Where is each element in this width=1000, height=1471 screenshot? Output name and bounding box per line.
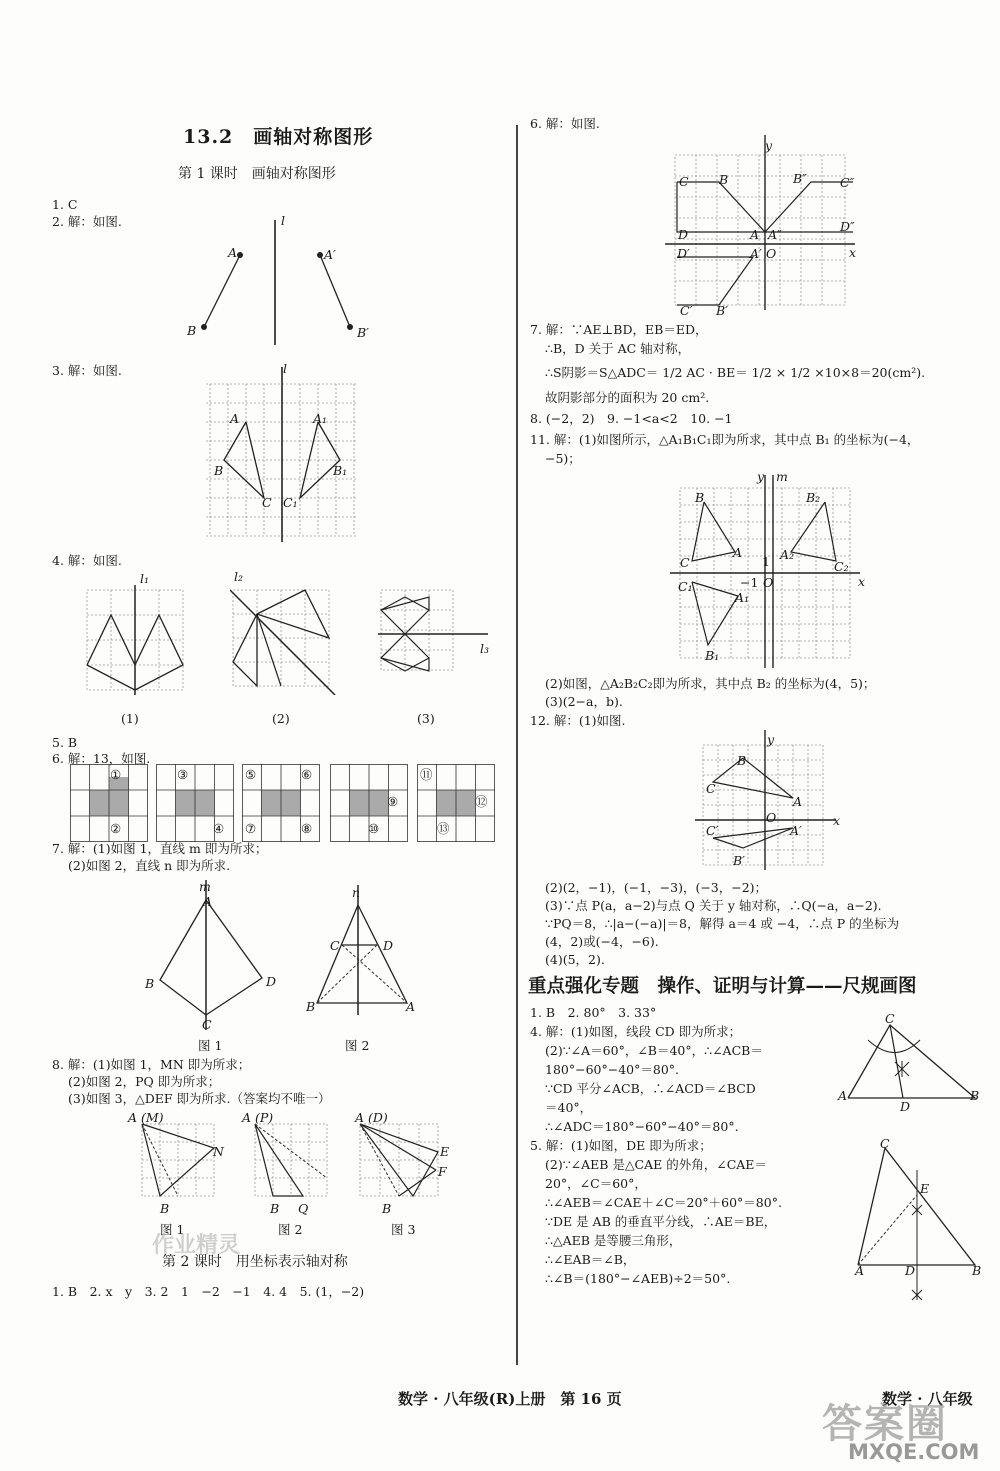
r-q11-label-a1: A₁ bbox=[735, 590, 750, 605]
r-q12-label-c: C bbox=[706, 781, 716, 796]
sp-line-10: 20°，∠C＝60°， bbox=[545, 1176, 647, 1191]
q3-label-a1: A₁ bbox=[313, 411, 328, 426]
sp-line-13: ∴△AEB 是等腰三角形， bbox=[545, 1233, 682, 1248]
q6-num-6: ⑥ bbox=[301, 767, 313, 782]
sp-line-15: ∴∠B＝(180°−∠AEB)÷2＝50°. bbox=[545, 1271, 731, 1286]
q8-label-b1: B bbox=[160, 1201, 170, 1216]
q2-label-b: B bbox=[187, 323, 197, 338]
q7-label-b: B bbox=[145, 976, 155, 991]
page-footer: 数学 · 八年级(R)上册 第 16 页 bbox=[398, 1390, 622, 1408]
q4-caption-2: (2) bbox=[272, 711, 290, 726]
q7-label-c2: C bbox=[330, 938, 340, 953]
q4-figure-2 bbox=[230, 580, 340, 695]
r-q12-line-5: (4，2)或(−4，−6). bbox=[545, 934, 659, 949]
q6-num-5: ⑤ bbox=[245, 767, 257, 782]
sp-line-8: 5. 解：(1)如图，DE 即为所求； bbox=[530, 1138, 712, 1153]
q2-label-a: A bbox=[228, 245, 238, 260]
q3-label-b1: B₁ bbox=[333, 463, 348, 478]
r-q6-label-app: A″ bbox=[768, 227, 782, 242]
r-q12-line-4: ∵PQ＝8，∴|a−(−a)|＝8，解得 a＝4 或 −4，∴点 P 的坐标为 bbox=[545, 916, 900, 931]
sp-line-14: ∴∠EAB＝∠B， bbox=[545, 1252, 636, 1267]
q8-label-n: N bbox=[213, 1144, 224, 1159]
r-q11-line-2: −5)； bbox=[545, 451, 581, 466]
q2-label-bp: B′ bbox=[357, 325, 370, 340]
q8-figure-2 bbox=[253, 1122, 338, 1202]
special-topic-title: 重点强化专题 操作、证明与计算——尺规画图 bbox=[528, 976, 917, 997]
r-q6-answer: 6. 解：如图. bbox=[530, 116, 600, 131]
q8-line-2: (2)如图 2，PQ 即为所求； bbox=[68, 1074, 221, 1089]
q7-line-1: 7. 解：(1)如图 1，直线 m 即为所求； bbox=[52, 841, 268, 856]
q6-num-2: ② bbox=[110, 821, 122, 836]
r-q11-label-c2: C₂ bbox=[834, 559, 849, 574]
section-title: 13.2 画轴对称图形 bbox=[183, 126, 374, 148]
r-q6-label-bpp: B″ bbox=[793, 171, 807, 186]
r-q11-label-c: C bbox=[680, 555, 690, 570]
r-q12-line-6: (4)(5，2). bbox=[545, 952, 605, 967]
q2-figure bbox=[180, 215, 380, 345]
q6-num-7: ⑦ bbox=[245, 821, 257, 836]
q7-label-d: D bbox=[266, 974, 277, 989]
r-q6-label-cp: C′ bbox=[680, 303, 693, 318]
stamp-watermark: 作业精灵 bbox=[152, 1233, 241, 1258]
q8-line-1: 8. 解：(1)如图 1，MN 即为所求； bbox=[52, 1057, 251, 1072]
r-q12-label-ap: A′ bbox=[790, 823, 802, 838]
r-q12-label-x: x bbox=[833, 813, 841, 828]
q8-label-q: Q bbox=[298, 1201, 309, 1216]
sp-q4-label-a: A bbox=[838, 1088, 848, 1103]
q6-num-13: ⑬ bbox=[437, 821, 450, 836]
r-q12-label-cp: C′ bbox=[706, 823, 719, 838]
sp-q5-figure bbox=[850, 1140, 985, 1310]
sp-q4-figure bbox=[840, 1020, 980, 1110]
r-q11-line-3: (2)如图，△A₂B₂C₂即为所求，其中点 B₂ 的坐标为(4，5)； bbox=[545, 676, 876, 691]
q4-figure-3 bbox=[378, 585, 488, 685]
r-q11-line-1: 11. 解：(1)如图所示，△A₁B₁C₁即为所求，其中点 B₁ 的坐标为(−4， bbox=[530, 432, 920, 447]
sp-q5-label-e: E bbox=[920, 1181, 930, 1196]
r-q12-line-3: (3)∵点 P(a，a−2)与点 Q 关于 y 轴对称，∴Q(−a，a−2). bbox=[545, 898, 882, 913]
r-q12-figure bbox=[695, 730, 845, 870]
q6-grid-1 bbox=[70, 764, 148, 842]
sp-q4-label-d: D bbox=[900, 1099, 911, 1114]
r-q7-line-1: 7. 解：∵AE⊥BD，EB＝ED， bbox=[530, 322, 708, 337]
q8-label-b3: B bbox=[382, 1201, 392, 1216]
r-q6-label-x: x bbox=[849, 245, 857, 260]
q4-figure-1 bbox=[85, 585, 185, 695]
r-q11-label-a2: A₂ bbox=[780, 547, 795, 562]
q1-answer: 1. C bbox=[52, 197, 78, 212]
q6-num-10: ⑩ bbox=[368, 821, 380, 836]
q3-label-a: A bbox=[230, 411, 240, 426]
sp-line-1: 1. B 2. 80° 3. 33° bbox=[530, 1005, 657, 1020]
q6-num-9: ⑨ bbox=[387, 794, 399, 809]
q8-label-b2: B bbox=[270, 1201, 280, 1216]
r-q7-line-3: ∴S阴影＝S△ADC＝ 1/2 AC · BE＝ 1/2 × 1/2 ×10×8＝20(cm²). bbox=[545, 365, 926, 380]
r-q11-line-4: (3)(2−a，b). bbox=[545, 694, 623, 709]
q8-line-3: (3)如图 3，△DEF 即为所求.（答案均不唯一） bbox=[68, 1091, 331, 1106]
r-q6-label-dp: D′ bbox=[677, 246, 690, 261]
r-q12-line-2: (2)(2，−1)，(−1，−3)，(−3，−2)； bbox=[545, 880, 768, 895]
sp-line-9: (2)∵∠AEB 是△CAE 的外角，∠CAE＝ bbox=[545, 1157, 767, 1172]
q4-answer: 4. 解：如图. bbox=[52, 553, 122, 568]
q7-label-a2: A bbox=[406, 999, 416, 1014]
lesson2-answers: 1. B 2. x y 3. 2 1 −2 −1 4. 4 5. (1，−2) bbox=[52, 1284, 365, 1299]
q8-figure-3 bbox=[358, 1122, 448, 1202]
q5-answer: 5. B bbox=[52, 735, 78, 750]
q6-num-12: ⑫ bbox=[475, 794, 488, 809]
q6-num-4: ④ bbox=[213, 821, 225, 836]
r-q11-label-one: 1 bbox=[762, 554, 770, 569]
q8-label-f: F bbox=[438, 1164, 447, 1179]
r-q12-label-b: B bbox=[737, 753, 747, 768]
q8-label-ap: A (P) bbox=[242, 1110, 274, 1125]
r-q6-label-d: D bbox=[678, 227, 689, 242]
q4-label-l1: l₁ bbox=[140, 571, 150, 586]
q7-label-n: n bbox=[352, 885, 361, 900]
column-divider bbox=[516, 125, 518, 1365]
r-q12-label-y: y bbox=[767, 732, 775, 747]
q8-label-am: A (M) bbox=[128, 1110, 164, 1125]
q3-answer: 3. 解：如图. bbox=[52, 363, 122, 378]
r-q11-label-a: A bbox=[733, 545, 743, 560]
r-q6-label-a: A bbox=[750, 227, 760, 242]
q6-num-1: ① bbox=[110, 767, 122, 782]
q7-label-a: A bbox=[203, 894, 213, 909]
q7-caption-1: 图 1 bbox=[198, 1038, 223, 1053]
r-q11-label-b2: B₂ bbox=[806, 490, 821, 505]
q7-label-d2: D bbox=[383, 938, 394, 953]
r-q6-label-o: O bbox=[766, 246, 777, 261]
r-q11-label-b1: B₁ bbox=[705, 648, 720, 663]
r-q6-label-c: C bbox=[679, 174, 689, 189]
q8-label-ad: A (D) bbox=[355, 1110, 388, 1125]
sp-q4-label-b: B bbox=[970, 1088, 980, 1103]
r-q12-label-a: A bbox=[793, 794, 803, 809]
r-q7-line-4: 故阴影部分的面积为 20 cm². bbox=[545, 390, 710, 405]
q7-line-2: (2)如图 2，直线 n 即为所求. bbox=[68, 858, 231, 873]
sp-line-11: ∴∠AEB＝∠CAE＋∠C＝20°＋60°＝80°. bbox=[545, 1195, 782, 1210]
q2-answer: 2. 解：如图. bbox=[52, 214, 122, 229]
r-q6-figure bbox=[665, 135, 865, 315]
r-q6-label-y: y bbox=[765, 138, 773, 153]
r-q8-10-answers: 8. (−2，2) 9. −1<a<2 10. −1 bbox=[530, 411, 733, 426]
r-q11-label-y: y bbox=[757, 469, 765, 484]
q6-num-3: ③ bbox=[177, 767, 189, 782]
q8-figure-1 bbox=[140, 1122, 225, 1202]
sp-q5-label-d: D bbox=[905, 1263, 916, 1278]
q8-label-e: E bbox=[440, 1144, 450, 1159]
sp-line-2: 4. 解：(1)如图，线段 CD 即为所求； bbox=[530, 1024, 742, 1039]
sp-line-6: ＝40°， bbox=[545, 1100, 593, 1115]
q4-caption-1: (1) bbox=[121, 711, 139, 726]
q7-caption-2: 图 2 bbox=[345, 1038, 370, 1053]
r-q6-label-dpp: D″ bbox=[840, 219, 855, 234]
sp-line-3: (2)∵∠A＝60°，∠B＝40°，∴∠ACB＝ bbox=[545, 1043, 763, 1058]
q8-caption-2: 图 2 bbox=[278, 1222, 303, 1237]
q6-num-8: ⑧ bbox=[301, 821, 313, 836]
q6-num-11: ⑪ bbox=[420, 767, 433, 782]
r-q6-label-bp: B′ bbox=[716, 303, 729, 318]
r-q12-label-o: O bbox=[766, 810, 777, 825]
q6-answer: 6. 解：13，如图. bbox=[52, 751, 151, 766]
r-q11-label-b: B bbox=[695, 490, 705, 505]
sp-line-7: ∴∠ADC＝180°−60°−40°＝80°. bbox=[545, 1119, 739, 1134]
r-q6-label-ap: A′ bbox=[750, 246, 762, 261]
r-q7-line-2: ∴B，D 关于 AC 轴对称， bbox=[545, 341, 691, 356]
q8-caption-1: 图 1 bbox=[160, 1222, 185, 1237]
q7-label-c: C bbox=[202, 1017, 212, 1032]
r-q12-line-1: 12. 解：(1)如图. bbox=[530, 713, 626, 728]
q3-label-c1: C₁ bbox=[283, 495, 298, 510]
r-q11-label-c1: C₁ bbox=[678, 579, 693, 594]
q4-label-l3: l₃ bbox=[480, 641, 490, 656]
q7-figure-2 bbox=[305, 885, 425, 1015]
r-q6-label-cpp: C″ bbox=[840, 175, 855, 190]
q7-label-b2: B bbox=[306, 999, 316, 1014]
lesson2-title: 第 2 课时 用坐标表示轴对称 bbox=[162, 1254, 348, 1270]
r-q11-label-m: m bbox=[776, 469, 788, 484]
r-q11-label-x: x bbox=[858, 574, 866, 589]
q7-label-m: m bbox=[199, 879, 211, 894]
q3-label-l: l bbox=[283, 361, 287, 376]
sp-line-12: ∵DE 是 AB 的垂直平分线，∴AE＝BE， bbox=[545, 1214, 777, 1229]
q7-figure-1 bbox=[150, 880, 290, 1030]
page-footer-right: 数学 · 八年级 bbox=[882, 1390, 973, 1408]
site-watermark: MXQE.COM bbox=[848, 1440, 980, 1464]
sp-q5-label-c: C bbox=[880, 1136, 890, 1151]
q4-caption-3: (3) bbox=[417, 711, 435, 726]
r-q11-label-minus1: −1 bbox=[740, 575, 759, 590]
r-q11-label-o: O bbox=[763, 575, 774, 590]
q2-label-l: l bbox=[281, 213, 285, 228]
sp-q4-label-c: C bbox=[885, 1011, 895, 1026]
q3-label-c: C bbox=[262, 495, 272, 510]
brand-watermark: 答案圈 bbox=[822, 1401, 948, 1447]
r-q12-label-bp: B′ bbox=[733, 853, 746, 868]
q3-figure bbox=[206, 362, 366, 542]
sp-q5-label-a: A bbox=[855, 1263, 865, 1278]
lesson1-title: 第 1 课时 画轴对称图形 bbox=[178, 166, 336, 182]
r-q6-label-b: B bbox=[719, 172, 729, 187]
sp-line-5: ∵CD 平分∠ACB，∴∠ACD＝∠BCD bbox=[545, 1081, 756, 1096]
q4-label-l2: l₂ bbox=[234, 569, 244, 584]
q8-caption-3: 图 3 bbox=[391, 1222, 416, 1237]
sp-line-4: 180°−60°−40°＝80°. bbox=[545, 1062, 679, 1077]
q3-label-b: B bbox=[214, 463, 224, 478]
q2-label-ap: A′ bbox=[324, 247, 336, 262]
sp-q5-label-b: B bbox=[972, 1263, 982, 1278]
